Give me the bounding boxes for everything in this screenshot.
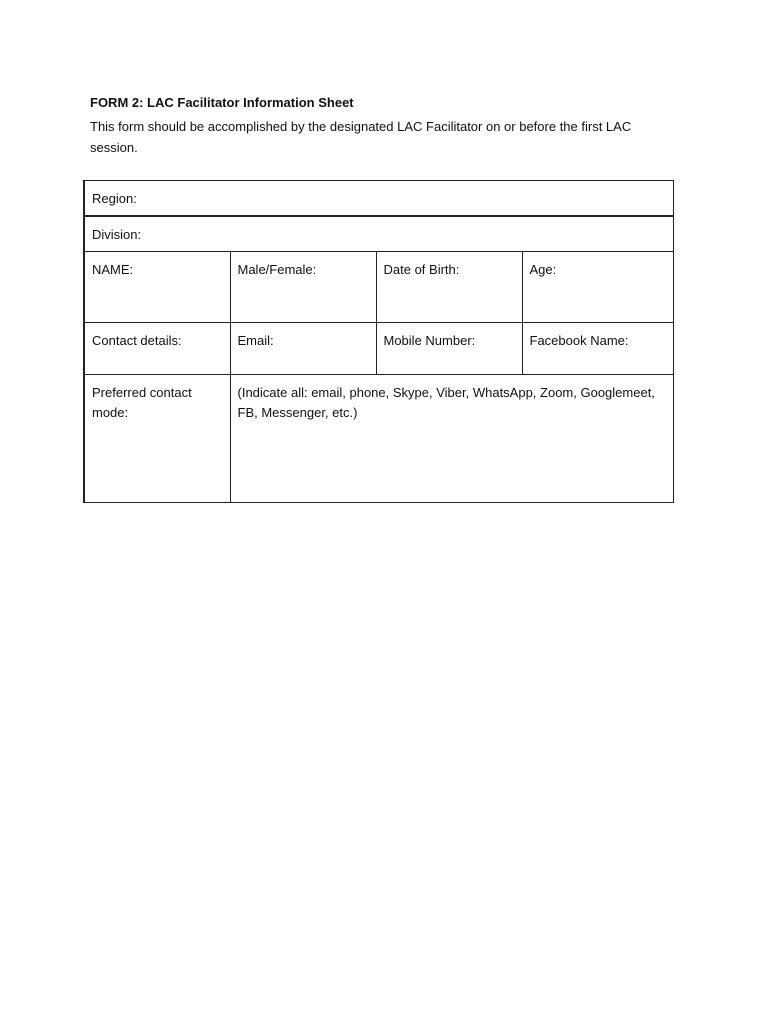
contact-details-cell (84, 323, 230, 375)
sex-label: Male/Female: (237, 262, 317, 277)
name-row (84, 252, 673, 323)
region-label: Region: (92, 191, 137, 206)
preferred-contact-hint: (Indicate all: email, phone, Skype, Viber, WhatsApp, Zoom, Googlemeet, FB, Messenger, etc.) (237, 385, 655, 420)
mobile-field[interactable] (376, 323, 522, 375)
facilitator-info-table (83, 180, 674, 503)
region-field[interactable] (84, 181, 673, 217)
preferred-contact-label: Preferred contact mode: (92, 385, 192, 420)
contact-details-label: Contact details: (92, 333, 182, 348)
facebook-field[interactable] (522, 323, 673, 375)
preferred-contact-cell (84, 375, 230, 503)
sex-field[interactable] (230, 252, 376, 323)
email-field[interactable] (230, 323, 376, 375)
preferred-contact-row (84, 375, 673, 503)
preferred-contact-field[interactable] (230, 375, 673, 503)
dob-label: Date of Birth: (383, 262, 460, 277)
region-row (84, 181, 673, 217)
division-row (84, 216, 673, 252)
form-title: FORM 2: LAC Facilitator Information Sheet (90, 95, 354, 110)
division-field[interactable] (84, 216, 673, 252)
dob-field[interactable] (376, 252, 522, 323)
division-label: Division: (92, 227, 142, 242)
email-label: Email: (237, 333, 274, 348)
age-field[interactable] (522, 252, 673, 323)
name-field[interactable] (84, 252, 230, 323)
form-instruction: This form should be accomplished by the designated LAC Facilitator on or before the first LAC session. (90, 119, 632, 155)
contact-row (84, 323, 673, 375)
facebook-label: Facebook Name: (529, 333, 629, 348)
age-label: Age: (529, 262, 557, 277)
name-label: NAME: (92, 262, 134, 277)
mobile-label: Mobile Number: (383, 333, 476, 348)
